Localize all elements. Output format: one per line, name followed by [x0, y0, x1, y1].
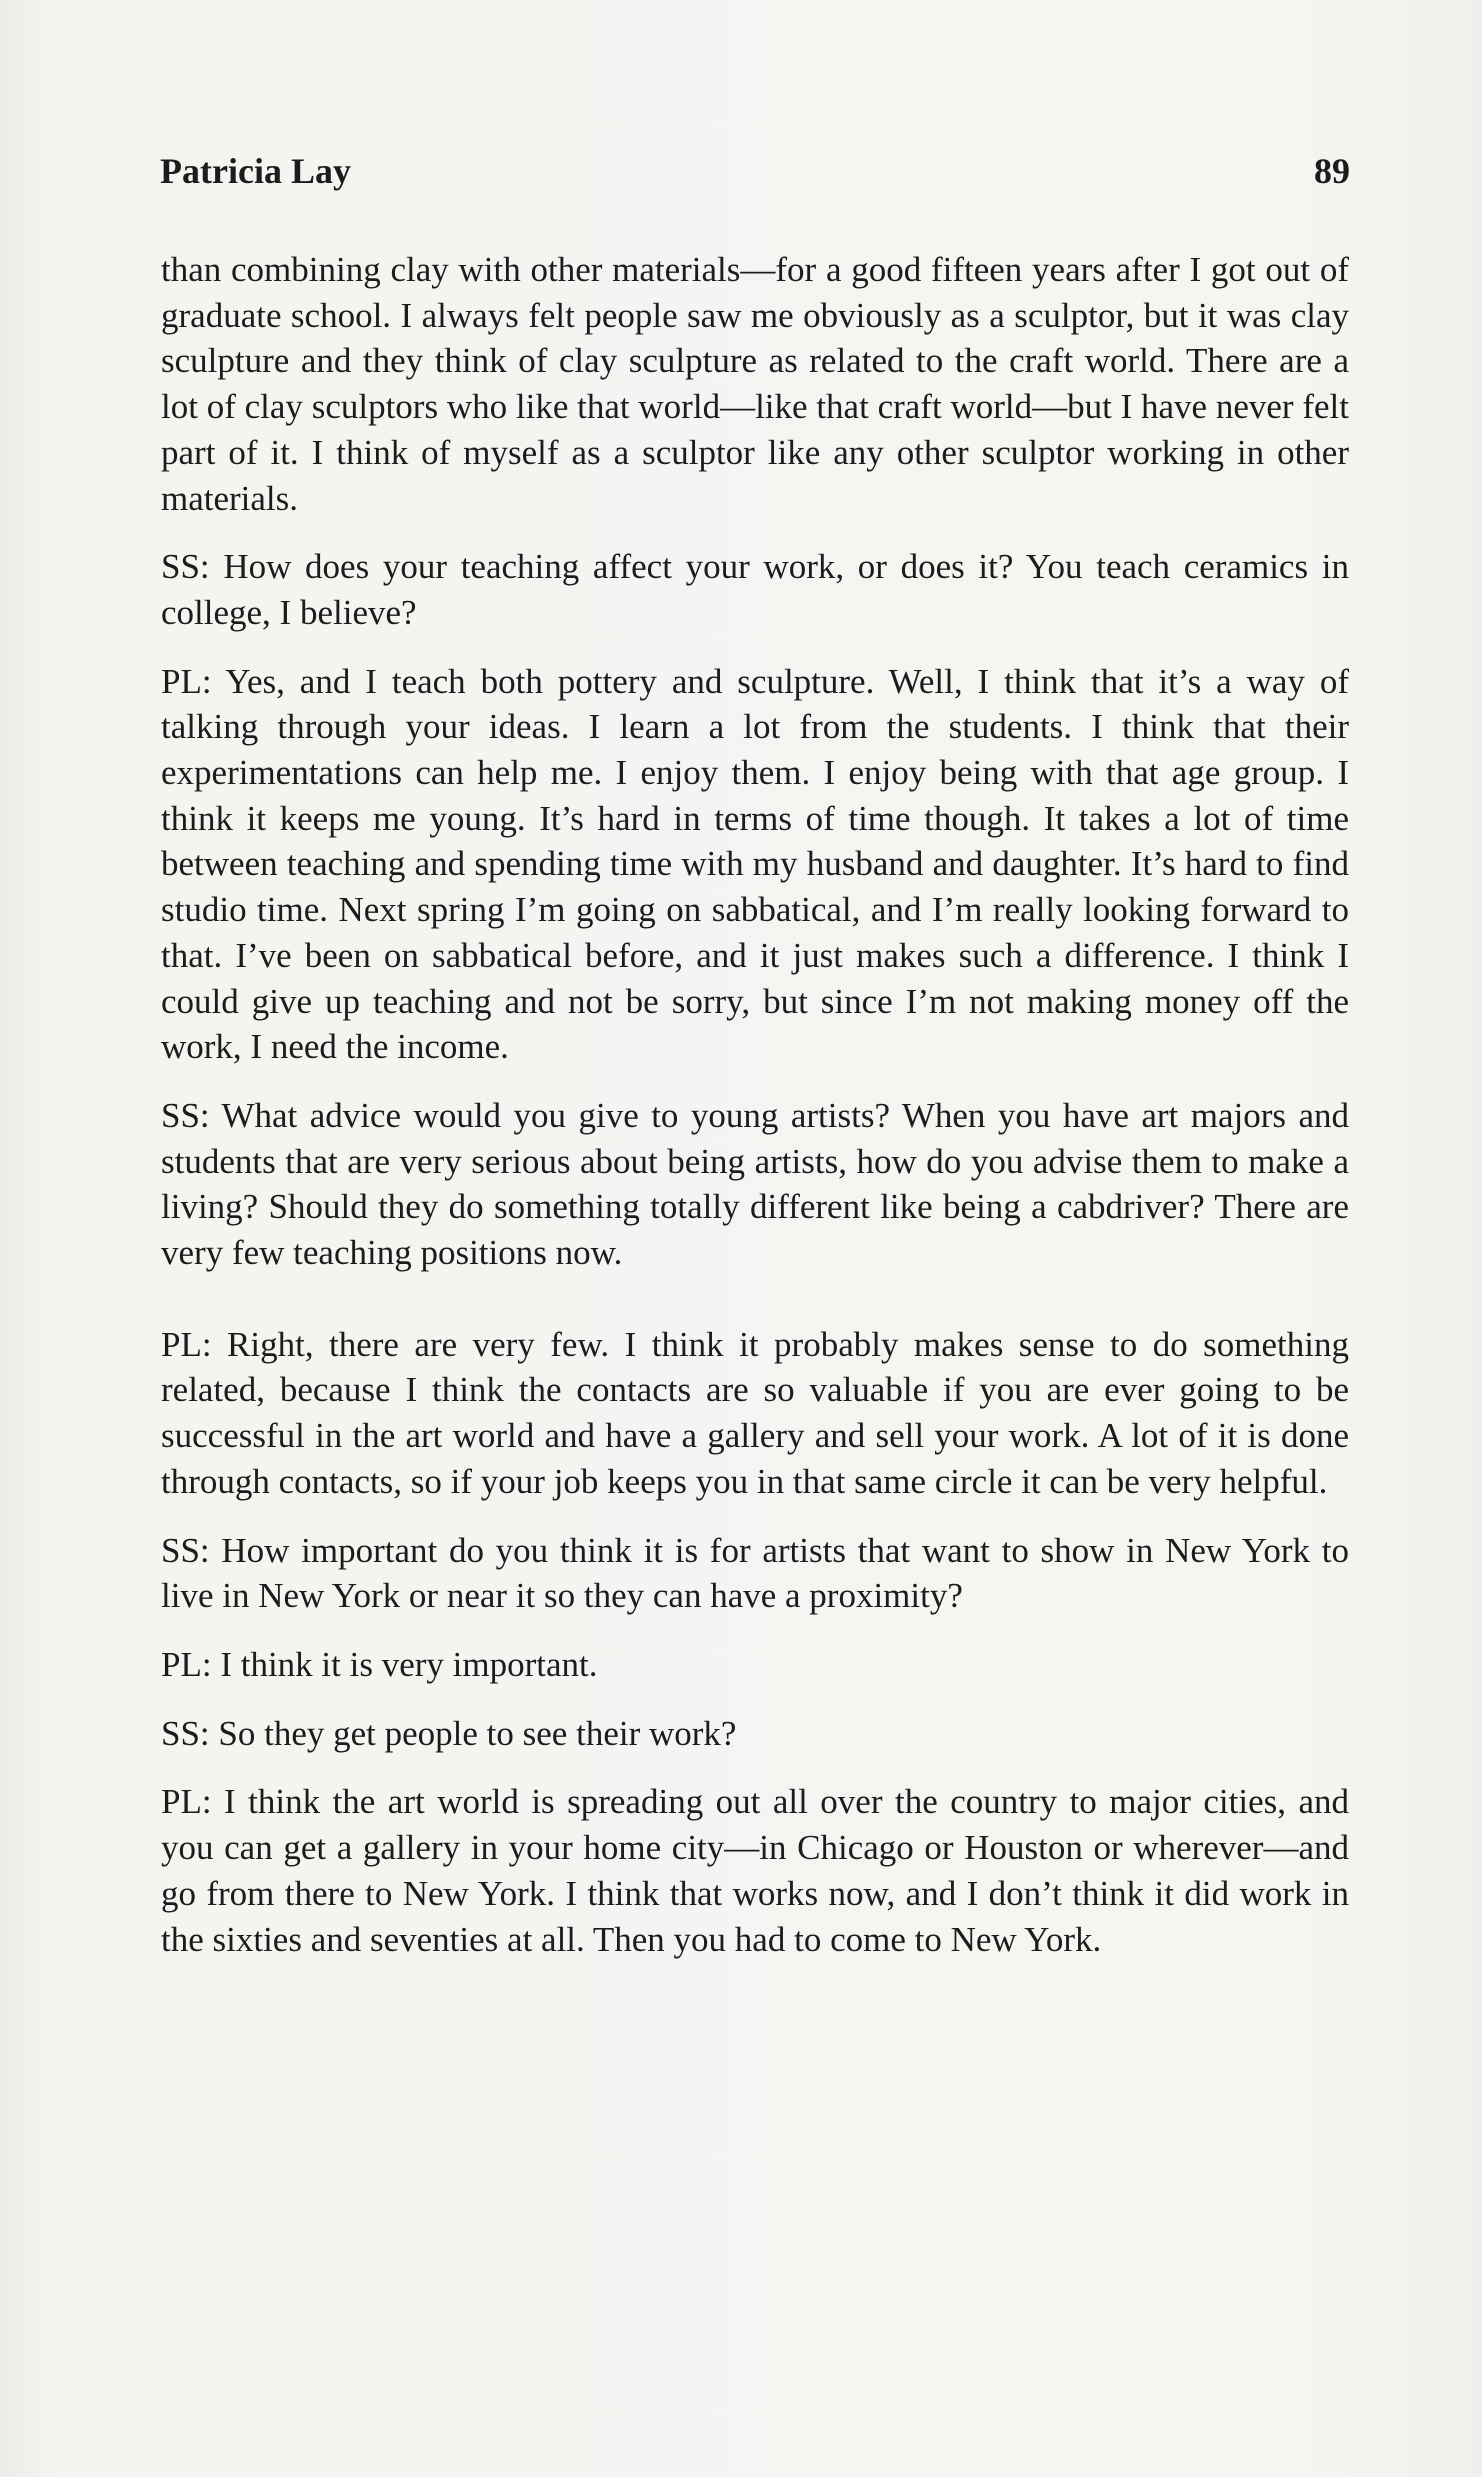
running-head-author: Patricia Lay: [160, 151, 351, 191]
paragraph-continuation: than combining clay with other materials—for a good fifteen years after I got out of graduate school. I always felt people saw me obviously as a sculptor, but it was clay sculpture and they think of clay sculpture as related to the craft world. There are a lot of clay sculptors who like that world—like that craft world—but I have never felt part of it. I think of myself as a sculptor like any other sculptor working in other materials.: [161, 250, 1349, 518]
question-new-york: SS: How important do you think it is for artists that want to show in New York to live in New York or near it so they can have a proximity?: [161, 1530, 1349, 1616]
interview-text: [161, 247, 1349, 1962]
question-teaching: SS: How does your teaching affect your work, or does it? You teach ceramics in college, I believe?: [161, 547, 1349, 632]
answer-art-world: PL: I think the art world is spreading out all over the country to major cities, and you can get a gallery in your home city—in Chicago or Houston or wherever—and go from there to New York. I think that works now, and I don’t think it did work in the sixties and seventies at all. Then you had to come to New York.: [161, 1782, 1349, 1959]
question-advice: SS: What advice would you give to young artists? When you have art majors and students that are very serious about being artists, how do you advise them to make a living? Should they do something totally different like being a cabdriver? There are very few teaching positions now.: [161, 1095, 1349, 1273]
question-see-work: SS: So they get people to see their work?: [161, 1713, 737, 1753]
answer-advice: PL: Right, there are very few. I think it probably makes sense to do something related, because I think the contacts are so valuable if you are ever going to be successful in the art world and have a gallery and sell your work. A lot of it is done through contacts, so if your job keeps you in that same circle it can be very helpful.: [161, 1324, 1349, 1501]
running-head: [160, 148, 1350, 198]
page-number: 89: [1314, 151, 1350, 191]
answer-teaching: PL: Yes, and I teach both pottery and sculpture. Well, I think that it’s a way of talking through your ideas. I learn a lot from the students. I think that their experimentations can help me. I enjoy them. I enjoy being with that age group. I think it keeps me young. It’s hard in terms of time though. It takes a lot of time between teaching and spending time with my husband and daughter. It’s hard to find studio time. Next spring I’m going on sabbatical, and I’m really looking forward to that. I’ve been on sabbatical before, and it just makes such a difference. I think I could give up teaching and not be sorry, but since I’m not making money off the work, I need the income.: [161, 661, 1349, 1067]
answer-new-york: PL: I think it is very important.: [161, 1644, 598, 1684]
